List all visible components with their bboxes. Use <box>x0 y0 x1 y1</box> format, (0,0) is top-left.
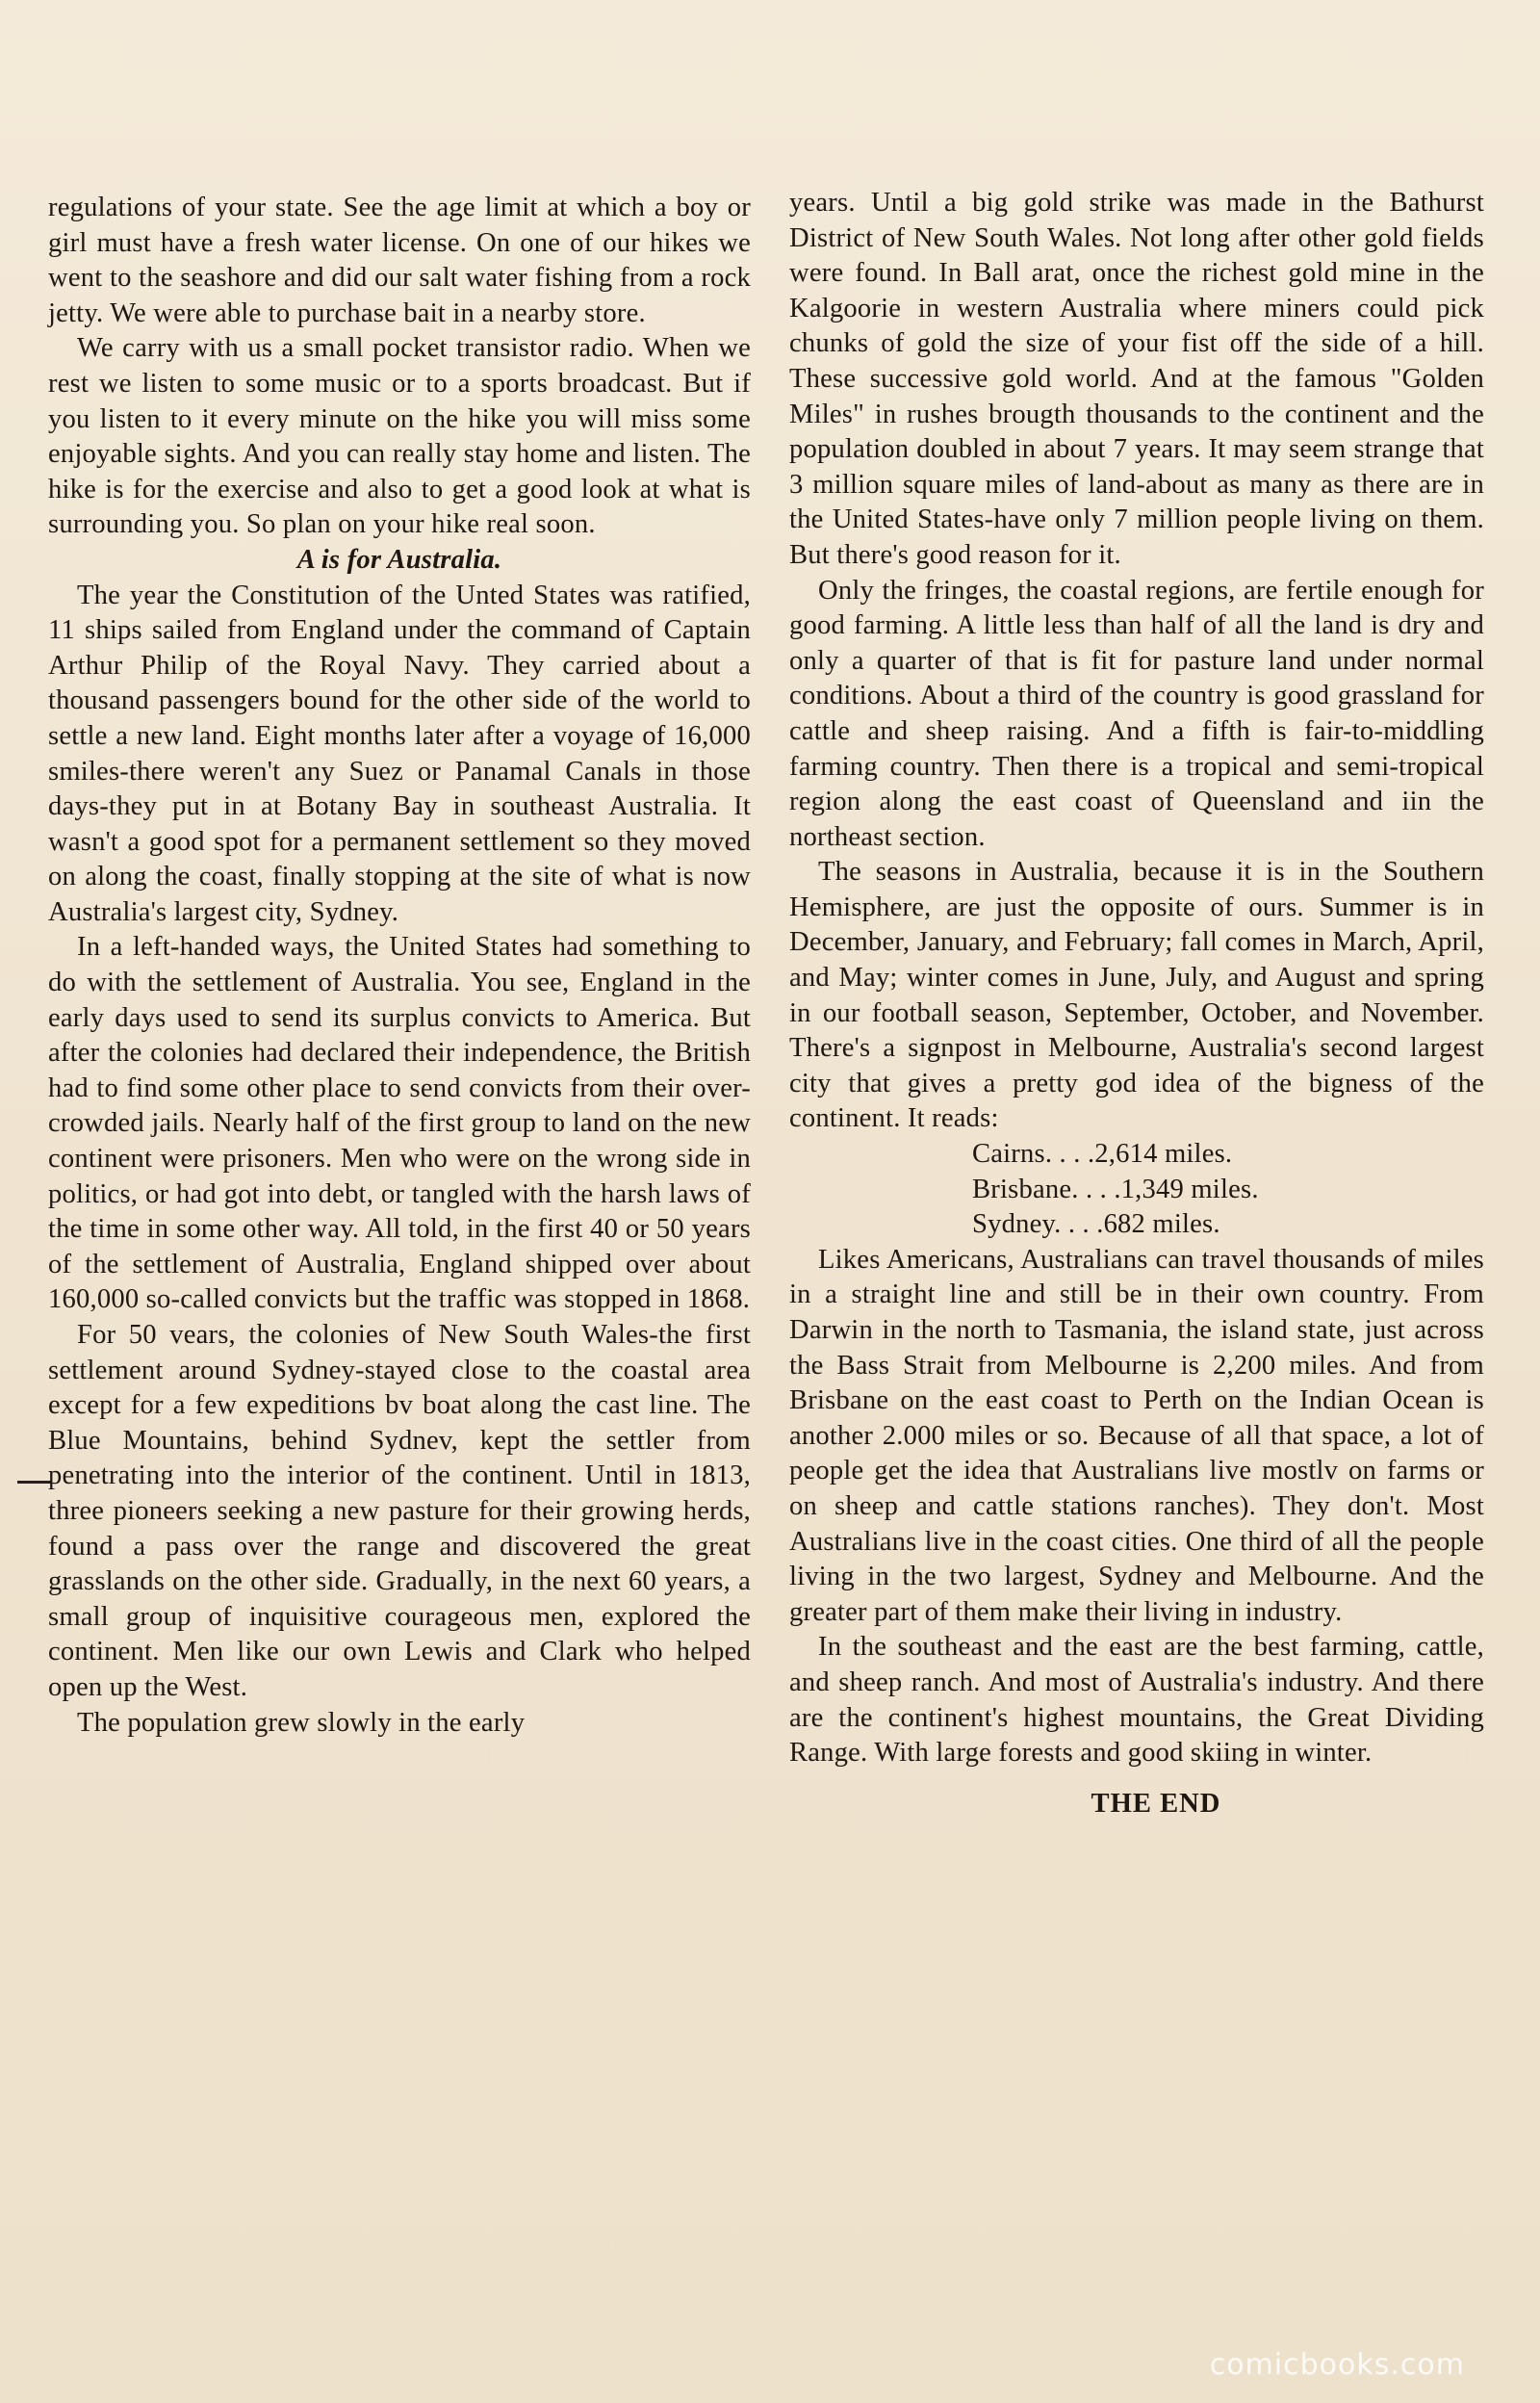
paragraph: For 50 vears, the colonies of New South Wales-the first settlement around Sydney-stayed close to the coastal area except for a few expeditions bv boat along the cast line. The Blue Mountains, behind Sydnev, kept the settler from penetrating into the interior of the continent. Until in 1813, three pioneers seeking a new pasture for their growing herds, found a pass over the range and discovered the great grasslands on the other side. Gradually, in the next 60 years, a small group of inquisitive courageous men, explored the continent. Men like our own Lewis and Clark who helped open up the West. <box>48 1320 751 1702</box>
paragraph: Likes Americans, Australians can travel thousands of miles in a straight line and still be in their own country. From Darwin in the north to Tasmania, the island state, just across the Bass Strait from Melbourne is 2,200 miles. And from Brisbane on the east coast to Perth on the Indian Ocean is another 2.000 miles or so. Because of all that space, a lot of people get the idea that Australians live mostlv on farms or on sheep and cattle stations ranches). They don't. Most Australians live in the coast cities. One third of all the people living in the two largest, Sydney and Melbourne. And the greater part of them make their living in industry. <box>789 1244 1484 1627</box>
section-heading: A is for Australia. <box>296 544 502 575</box>
watermark: comicbooks.com <box>1209 2348 1465 2382</box>
the-end-label: THE END <box>1091 1788 1221 1819</box>
paragraph: The population grew slowly in the early <box>77 1707 526 1738</box>
paragraph: In a left-handed ways, the United States had something to do with the settlement of Australia. You see, England in the early days used to send its surplus convicts to America. But after the colonies had declared their independence, the British had to find some other place to send convicts from their over-crowded jails. Nearly half of the first group to land on the new continent were prisoners. Men who were on the wrong side in politics, or had got into debt, or tangled with the harsh laws of the time in some other way. All told, in the first 40 or 50 years of the settlement of Australia, England shipped over about 160,000 so-called convicts but the traffic was stopped in 1868. <box>48 932 751 1315</box>
paragraph: In the southeast and the east are the best farming, cattle, and sheep ranch. And most of Australia's industry. And there are the continent's highest mountains, the Great Dividing Range. With large forests and good skiing in winter. <box>789 1632 1484 1769</box>
left-column <box>48 191 751 1741</box>
distance-list <box>972 1137 1484 1243</box>
paragraph: regulations of your state. See the age limit at which a boy or girl must have a fresh water license. On one of our hikes we went to the seashore and did our salt water fishing from a rock jetty. We were able to purchase bait in a nearby store. <box>48 193 751 328</box>
distance-item: Sydney. . . .682 miles. <box>972 1209 1220 1240</box>
paragraph: Only the fringes, the coastal regions, are fertile enough for good farming. A little less than half of all the land is dry and only a quarter of that is fit for pasture land under normal conditions. About a third of the country is good grassland for cattle and sheep raising. And a fifth is fair-to-middling farming country. Then there is a tropical and semi-tropical region along the east coast of Queensland and iin the northeast section. <box>789 575 1484 852</box>
paragraph: The seasons in Australia, because it is in the Southern Hemisphere, are just the opposite of ours. Summer is in December, January, and February; fall comes in March, April, and May; winter comes in June, July, and August and spring in our football season, September, October, and November. There's a signpost in Melbourne, Australia's second largest city that gives a pretty god idea of the bigness of the continent. It reads: <box>789 857 1484 1134</box>
paragraph: We carry with us a small pocket transistor radio. When we rest we listen to some music or to a sports broadcast. But if you listen to it every minute on the hike you will miss some enjoyable sights. And you can really stay home and listen. The hike is for the exercise and also to get a good look at what is surrounding you. So plan on your hike real soon. <box>48 333 751 540</box>
margin-mark <box>17 1481 52 1484</box>
paragraph: years. Until a big gold strike was made in the Bathurst District of New South Wales. Not long after other gold fields were found. In Ball arat, once the richest gold mine in the Kalgoorie in western Australia where miners could pick chunks of gold the size of your fist off the side of a hill. These successive gold world. And at the famous "Golden Miles" in rushes brougth thousands to the continent and the population doubled in about 7 years. It may seem strange that 3 million square miles of land-about as many as there are in the United States-have only 7 million people living on them. But there's good reason for it. <box>789 188 1484 570</box>
right-column <box>789 186 1484 1822</box>
distance-item: Cairns. . . .2,614 miles. <box>972 1139 1233 1170</box>
paragraph: The year the Constitution of the Unted States was ratified, 11 ships sailed from England under the command of Captain Arthur Philip of the Royal Navy. They carried about a thousand passengers bound for the other side of the world to settle a new land. Eight months later after a voyage of 16,000 smiles-there weren't any Suez or Panamal Canals in those days-they put in at Botany Bay in southeast Australia. It wasn't a good spot for a permanent settlement so they moved on along the coast, finally stopping at the site of what is now Australia's largest city, Sydney. <box>48 580 751 927</box>
distance-item: Brisbane. . . .1,349 miles. <box>972 1174 1259 1204</box>
